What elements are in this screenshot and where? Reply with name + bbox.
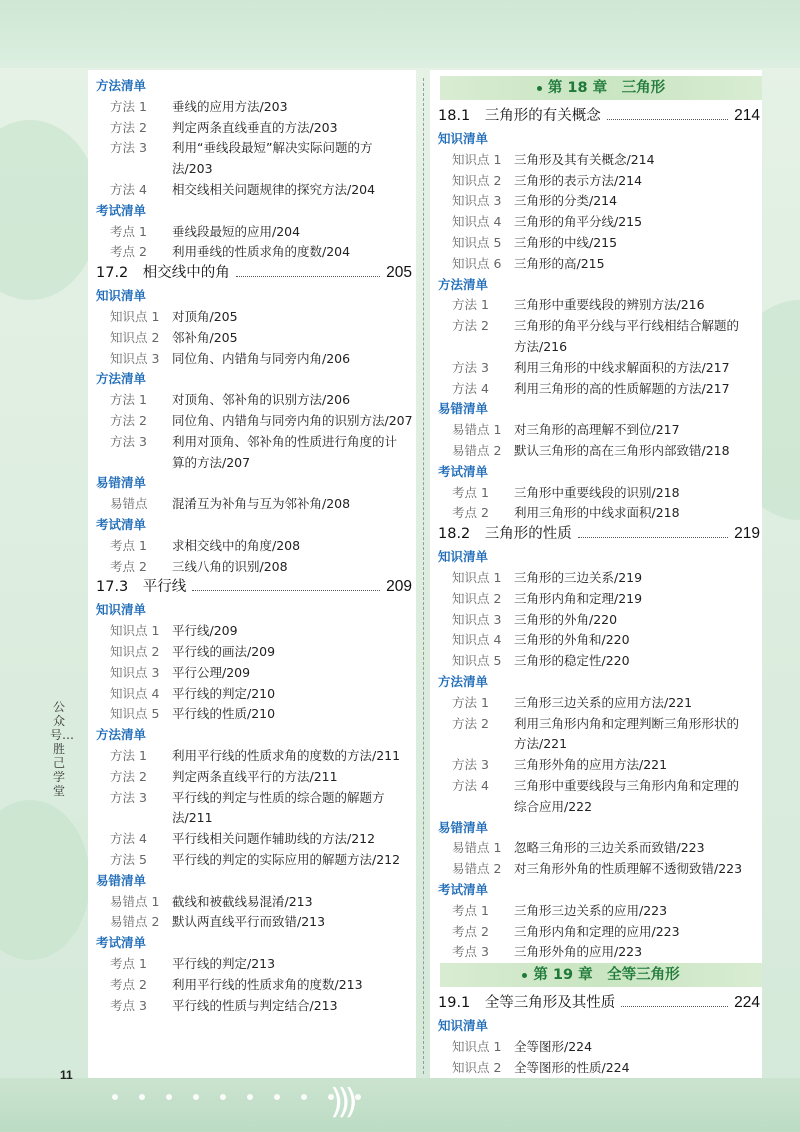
toc-item — [110, 390, 350, 410]
item-text: 平行线相关问题作辅助线的方法/212 — [172, 831, 376, 847]
toc-item — [452, 589, 642, 609]
item-text: 平行线的判定/210 — [172, 685, 276, 701]
item-text: 忽略三角形的三边关系而致错/223 — [514, 840, 705, 856]
item-label: 方法 2 — [110, 119, 147, 135]
toc-item — [452, 212, 642, 232]
item-label: 方法 1 — [452, 694, 489, 710]
toc-item — [452, 191, 617, 211]
toc-item — [452, 233, 617, 253]
item-label: 考点 3 — [452, 944, 489, 960]
toc-item — [110, 557, 288, 577]
item-text: 全等图形的性质/224 — [514, 1059, 630, 1075]
item-text: 利用对顶角、邻补角的性质进行角度的计 — [172, 433, 398, 449]
list-heading: 知识清单 — [96, 602, 147, 618]
item-text: 同位角、内错角与同旁内角的识别方法/207 — [172, 413, 413, 428]
item-label: 知识点 5 — [452, 235, 502, 250]
list-heading: 易错清单 — [438, 819, 489, 835]
item-label: 方法 1 — [452, 297, 489, 313]
item-label: 知识点 1 — [110, 309, 160, 324]
toc-item — [110, 494, 350, 514]
item-text: 判定两条直线垂直的方法/203 — [172, 119, 338, 135]
list-heading: 方法清单 — [96, 78, 147, 93]
item-label: 知识点 3 — [452, 193, 502, 209]
item-text: 平行线的画法/209 — [172, 644, 276, 659]
item-label: 考点 1 — [110, 956, 147, 971]
decoration-blob — [0, 800, 90, 960]
item-text: 混淆互为补角与互为邻补角/208 — [172, 496, 351, 512]
toc-item — [110, 328, 238, 348]
item-label: 方法 1 — [110, 98, 147, 114]
toc-item — [110, 892, 313, 912]
top-decoration-band — [0, 0, 800, 68]
toc-item — [452, 358, 730, 378]
section-name: 17.2 相交线中的角 — [96, 265, 230, 282]
item-label: 考点 2 — [110, 558, 147, 574]
chapter-title: 第 19 章 全等三角形 — [533, 967, 680, 984]
item-label: 知识点 5 — [452, 653, 502, 669]
item-text: 三角形的分类/214 — [514, 193, 618, 209]
item-label: 考点 3 — [110, 997, 147, 1013]
toc-item — [110, 222, 300, 242]
section-title — [438, 106, 760, 128]
item-label: 方法 3 — [110, 140, 147, 156]
section-title — [96, 263, 412, 285]
toc-item — [452, 901, 667, 921]
item-text: 相交线相关问题规律的探究方法/204 — [172, 182, 376, 197]
item-text: 默认两直线平行而致错/213 — [172, 914, 326, 930]
toc-item — [110, 411, 413, 431]
item-label: 知识点 2 — [452, 172, 502, 188]
item-text: 三角形外角的应用方法/221 — [514, 757, 668, 773]
item-label: 知识点 2 — [110, 329, 160, 345]
item-label: 方法 2 — [110, 768, 147, 784]
item-label: 方法 2 — [452, 318, 489, 334]
toc-item — [110, 663, 250, 683]
list-heading: 方法清单 — [96, 371, 147, 387]
toc-item — [452, 610, 617, 630]
bottom-decoration-band — [0, 1078, 800, 1132]
item-text: 平行线的性质与判定结合/213 — [172, 997, 338, 1013]
toc-item — [452, 922, 680, 942]
toc-item — [110, 767, 338, 787]
item-text: 三角形的角平分线/215 — [514, 214, 643, 230]
toc-item — [452, 503, 680, 523]
item-label: 方法 5 — [110, 852, 147, 867]
list-heading: 知识清单 — [438, 131, 489, 146]
item-label: 易错点 1 — [452, 840, 502, 856]
item-label: 易错点 2 — [110, 914, 160, 930]
toc-item — [110, 432, 397, 452]
item-text: 三角形的外角和/220 — [514, 632, 630, 648]
item-label: 易错点 2 — [452, 443, 502, 458]
item-text: 三角形中重要线段的识别/218 — [514, 484, 680, 500]
item-text: 平行线/209 — [172, 623, 238, 639]
list-heading: 知识清单 — [438, 1018, 489, 1034]
section-page: 205 — [386, 264, 412, 282]
section-title — [438, 524, 760, 546]
item-label: 方法 4 — [452, 380, 489, 396]
item-label: 方法 3 — [452, 359, 489, 375]
item-text: 三角形外角的应用/223 — [514, 944, 643, 960]
toc-item — [452, 651, 630, 671]
item-text: 三角形中重要线段与三角形内角和定理的 — [514, 778, 740, 793]
section-page: 209 — [386, 578, 412, 596]
item-label: 考点 2 — [452, 505, 489, 521]
item-label: 易错点 — [110, 496, 148, 512]
item-text: 平行公理/209 — [172, 664, 251, 680]
toc-item — [110, 642, 275, 662]
bullet-icon — [522, 973, 527, 978]
item-label: 知识点 4 — [110, 685, 160, 701]
toc-item-continuation: 综合应用/222 — [514, 798, 593, 814]
item-text: 截线和被截线易混淆/213 — [172, 893, 313, 909]
item-text: 平行线的判定的实际应用的解题方法/212 — [172, 852, 401, 867]
toc-item-continuation: 方法/216 — [514, 339, 568, 354]
section-title — [96, 577, 412, 599]
toc-item — [110, 97, 288, 117]
item-text: 三角形的三边关系/219 — [514, 570, 643, 585]
toc-item — [452, 483, 680, 503]
item-text: 对三角形外角的性质理解不透彻致错/223 — [514, 861, 743, 877]
toc-item-continuation: 方法/221 — [514, 736, 568, 752]
item-label: 易错点 2 — [452, 861, 502, 877]
item-label: 考点 1 — [452, 902, 489, 918]
toc-item — [110, 621, 238, 641]
item-text: 三角形三边关系的应用方法/221 — [514, 694, 693, 710]
item-text: 对顶角/205 — [172, 309, 238, 324]
toc-item — [110, 307, 238, 327]
section-page: 224 — [734, 994, 760, 1012]
toc-item-continuation: 算的方法/207 — [172, 454, 251, 470]
item-label: 知识点 1 — [110, 623, 160, 639]
decoration-dots — [112, 1094, 361, 1100]
toc-item — [452, 838, 705, 858]
chapter-heading — [440, 963, 762, 987]
item-label: 知识点 4 — [452, 214, 502, 230]
item-label: 方法 3 — [452, 757, 489, 773]
decoration-blob — [0, 120, 100, 300]
item-label: 方法 1 — [110, 392, 147, 408]
section-page: 219 — [734, 525, 760, 543]
toc-item — [110, 788, 385, 808]
section-name: 18.1 三角形的有关概念 — [438, 108, 601, 124]
item-text: 利用三角形内角和定理判断三角形形状的 — [514, 715, 740, 731]
item-text: 三角形的角平分线与平行线相结合解题的 — [514, 318, 740, 334]
list-heading: 方法清单 — [438, 276, 489, 292]
item-label: 考点 2 — [452, 923, 489, 939]
item-label: 方法 3 — [110, 789, 147, 805]
toc-item — [452, 568, 642, 588]
toc-item-continuation: 法/203 — [172, 161, 213, 177]
toc-item — [110, 912, 325, 932]
list-heading: 考试清单 — [96, 517, 147, 532]
toc-item — [452, 441, 730, 461]
toc-item — [110, 746, 400, 766]
item-text: 垂线的应用方法/203 — [172, 98, 288, 114]
toc-item — [452, 776, 739, 796]
toc-item-continuation: 法/211 — [172, 810, 213, 826]
item-text: 求相交线中的角度/208 — [172, 537, 301, 553]
toc-item — [452, 714, 739, 734]
dot-leader — [192, 590, 380, 591]
toc-item — [452, 1058, 630, 1078]
item-label: 考点 1 — [110, 537, 147, 553]
toc-item — [452, 942, 642, 962]
list-heading: 知识清单 — [438, 549, 489, 565]
item-text: 平行线的性质/210 — [172, 706, 276, 722]
item-label: 知识点 1 — [452, 151, 502, 167]
chapter-heading — [440, 76, 762, 100]
item-text: 利用“垂线段最短”解决实际问题的方 — [172, 140, 373, 156]
section-name: 17.3 平行线 — [96, 579, 187, 596]
toc-item — [452, 859, 742, 879]
item-text: 默认三角形的高在三角形内部致错/218 — [514, 443, 730, 458]
item-label: 知识点 6 — [452, 255, 502, 271]
item-text: 利用平行线的性质求角的度数/213 — [172, 976, 363, 992]
item-text: 三角形的外角/220 — [514, 611, 618, 627]
item-label: 考点 2 — [110, 976, 147, 992]
item-text: 全等图形/224 — [514, 1039, 593, 1054]
item-text: 三角形的表示方法/214 — [514, 172, 643, 188]
item-text: 三角形中重要线段的辨别方法/216 — [514, 297, 705, 313]
toc-item — [110, 536, 300, 556]
column-divider — [423, 78, 424, 1074]
item-text: 三角形及其有关概念/214 — [514, 151, 655, 167]
item-text: 三角形的中线/215 — [514, 235, 618, 250]
item-label: 易错点 1 — [110, 893, 160, 909]
list-heading: 易错清单 — [96, 475, 147, 491]
item-label: 方法 1 — [110, 748, 147, 763]
toc-item — [110, 850, 400, 870]
section-page: 214 — [734, 107, 760, 124]
list-heading: 考试清单 — [438, 882, 489, 897]
toc-item — [452, 316, 739, 336]
dot-leader — [236, 276, 380, 277]
section-name: 19.1 全等三角形及其性质 — [438, 995, 616, 1012]
toc-item — [452, 1037, 592, 1057]
item-text: 平行线的判定与性质的综合题的解题方 — [172, 789, 385, 805]
item-text: 三角形三边关系的应用/223 — [514, 902, 668, 918]
item-text: 垂线段最短的应用/204 — [172, 223, 301, 239]
item-text: 三角形内角和定理的应用/223 — [514, 923, 680, 939]
toc-item — [452, 630, 630, 650]
list-heading: 易错清单 — [438, 401, 489, 417]
item-label: 知识点 1 — [452, 1039, 502, 1054]
item-text: 利用三角形的中线求解面积的方法/217 — [514, 359, 730, 375]
toc-item — [452, 171, 642, 191]
item-label: 方法 2 — [110, 413, 147, 428]
toc-item — [452, 420, 680, 440]
item-label: 知识点 2 — [452, 590, 502, 606]
item-text: 同位角、内错角与同旁内角/206 — [172, 350, 351, 366]
item-text: 利用三角形的中线求面积/218 — [514, 505, 680, 521]
list-heading: 考试清单 — [438, 463, 489, 479]
item-label: 易错点 1 — [452, 422, 502, 438]
list-heading: 考试清单 — [96, 202, 147, 218]
item-label: 知识点 3 — [110, 350, 160, 366]
item-label: 知识点 5 — [110, 706, 160, 722]
item-label: 知识点 2 — [452, 1059, 502, 1075]
item-text: 利用三角形的高的性质解题的方法/217 — [514, 380, 730, 396]
item-text: 对顶角、邻补角的识别方法/206 — [172, 392, 351, 408]
toc-item — [452, 150, 655, 170]
side-label: 公众号…胜己学堂 — [50, 700, 75, 798]
item-text: 三角形内角和定理/219 — [514, 590, 643, 606]
item-label: 方法 4 — [110, 831, 147, 847]
toc-item — [110, 349, 350, 369]
bullet-icon — [537, 86, 542, 91]
toc-item — [452, 254, 605, 274]
item-label: 知识点 3 — [110, 664, 160, 680]
list-heading: 易错清单 — [96, 872, 147, 888]
toc-item — [452, 295, 705, 315]
item-text: 判定两条直线平行的方法/211 — [172, 768, 338, 784]
page-number: 11 — [60, 1068, 73, 1082]
toc-item — [110, 954, 275, 974]
item-text: 平行线的判定/213 — [172, 956, 276, 971]
decoration-squiggle: ))) — [330, 1082, 352, 1122]
list-heading: 考试清单 — [96, 935, 147, 951]
item-label: 考点 1 — [110, 223, 147, 239]
item-label: 知识点 1 — [452, 570, 502, 585]
toc-item — [110, 704, 275, 724]
toc-item — [452, 379, 730, 399]
item-text: 对三角形的高理解不到位/217 — [514, 422, 680, 438]
toc-item — [110, 242, 350, 262]
toc-item — [110, 975, 363, 995]
toc-item — [110, 118, 338, 138]
dot-leader — [578, 537, 728, 538]
toc-item — [110, 138, 372, 158]
list-heading: 知识清单 — [96, 288, 147, 304]
chapter-title: 第 18 章 三角形 — [547, 80, 666, 96]
section-title — [438, 993, 760, 1015]
list-heading: 方法清单 — [96, 727, 147, 743]
toc-item — [110, 829, 375, 849]
toc-item — [110, 180, 375, 200]
item-text: 利用平行线的性质求角的度数的方法/211 — [172, 748, 401, 763]
item-text: 三角形的稳定性/220 — [514, 653, 630, 669]
item-label: 方法 4 — [452, 778, 489, 793]
item-label: 考点 2 — [110, 244, 147, 260]
toc-item — [452, 755, 667, 775]
item-label: 方法 2 — [452, 715, 489, 731]
item-text: 邻补角/205 — [172, 329, 238, 345]
item-label: 考点 1 — [452, 484, 489, 500]
section-name: 18.2 三角形的性质 — [438, 526, 572, 543]
item-text: 三线八角的识别/208 — [172, 558, 288, 574]
list-heading: 方法清单 — [438, 674, 489, 689]
dot-leader — [607, 119, 728, 120]
item-label: 知识点 3 — [452, 611, 502, 627]
item-text: 利用垂线的性质求角的度数/204 — [172, 244, 351, 260]
item-text: 三角形的高/215 — [514, 255, 605, 271]
dot-leader — [621, 1006, 728, 1007]
toc-item — [110, 996, 338, 1016]
item-label: 方法 3 — [110, 433, 147, 449]
toc-item — [452, 693, 692, 713]
item-label: 知识点 2 — [110, 644, 160, 659]
toc-item — [110, 684, 275, 704]
item-label: 知识点 4 — [452, 632, 502, 648]
item-label: 方法 4 — [110, 182, 147, 197]
